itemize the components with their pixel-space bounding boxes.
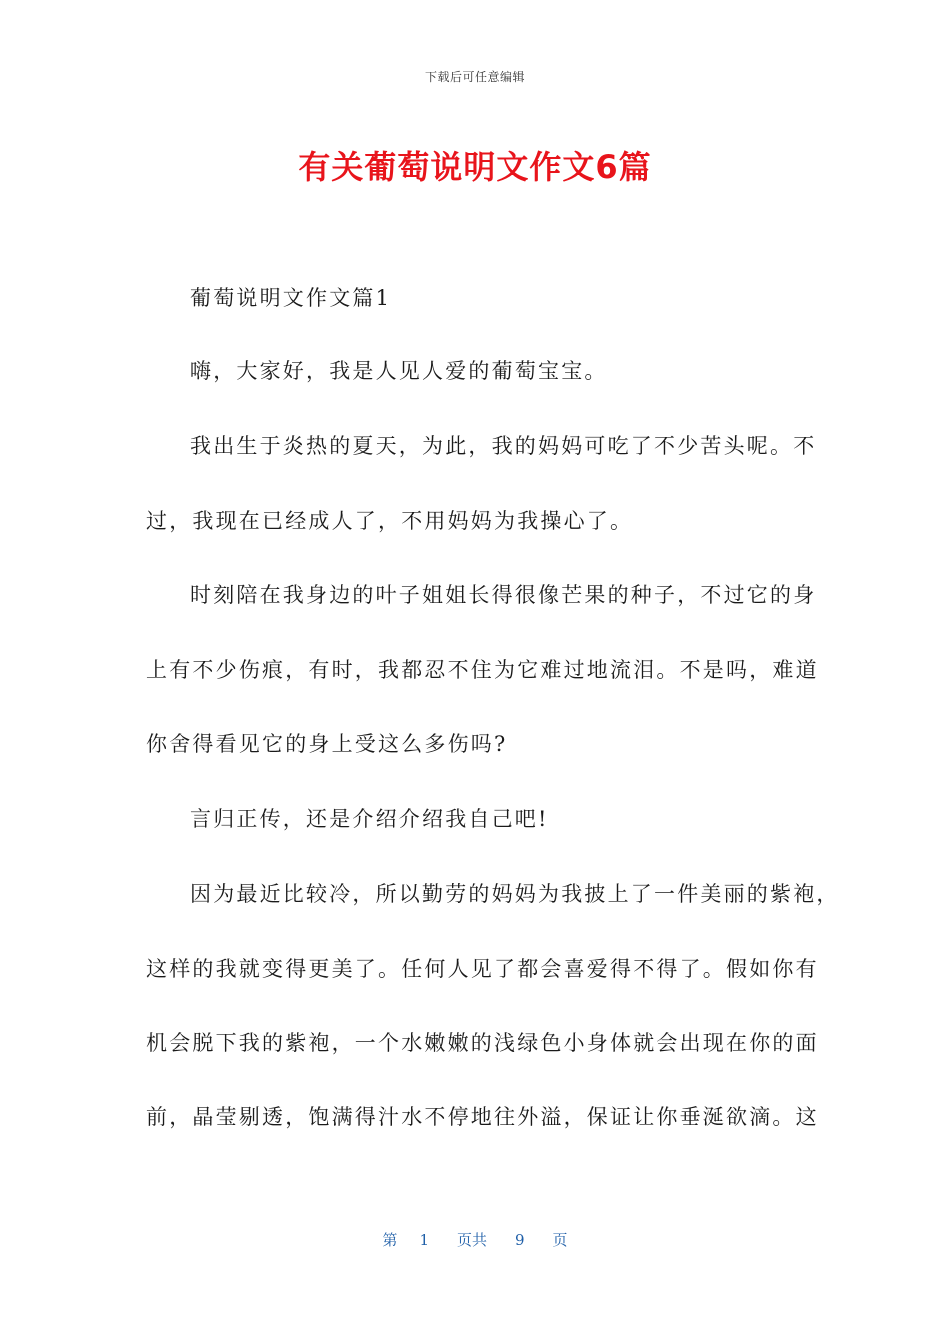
footer-ye: 页 [552, 1231, 568, 1249]
section-heading: 葡萄说明文作文篇1 [190, 286, 392, 310]
header-note: 下载后可任意编辑 [424, 70, 525, 84]
paragraph-line: 时刻陪在我身边的叶子姐姐长得很像芒果的种子，不过它的身 [190, 583, 817, 607]
paragraph-line: 因为最近比较冷，所以勤劳的妈妈为我披上了一件美丽的紫袍， [190, 882, 840, 906]
paragraph-line: 你舍得看见它的身上受这么多伤吗? [146, 732, 508, 756]
footer-current-page: 1 [419, 1231, 429, 1249]
paragraph-line: 前，晶莹剔透，饱满得汁水不停地往外溢，保证让你垂涎欲滴。这 [146, 1105, 819, 1129]
footer-di: 第 [382, 1231, 398, 1249]
paragraph-line: 我出生于炎热的夏天，为此，我的妈妈可吃了不少苦头呢。不 [190, 434, 817, 458]
paragraph-line: 言归正传，还是介绍介绍我自己吧! [190, 807, 549, 831]
paragraph-line: 嗨，大家好，我是人见人爱的葡萄宝宝。 [190, 359, 608, 383]
paragraph-line: 过，我现在已经成人了，不用妈妈为我操心了。 [146, 509, 634, 533]
paragraph-line: 这样的我就变得更美了。任何人见了都会喜爱得不得了。假如你有 [146, 957, 819, 981]
page-footer [0, 1229, 950, 1250]
document-title: 有关葡萄说明文作文6篇 [298, 148, 652, 186]
footer-ye-gong: 页共 [456, 1231, 487, 1249]
footer-total-pages: 9 [515, 1231, 525, 1249]
paragraph-line: 上有不少伤痕，有时，我都忍不住为它难过地流泪。不是吗，难道 [146, 658, 819, 682]
paragraph-line: 机会脱下我的紫袍，一个水嫩嫩的浅绿色小身体就会出现在你的面 [146, 1031, 819, 1055]
